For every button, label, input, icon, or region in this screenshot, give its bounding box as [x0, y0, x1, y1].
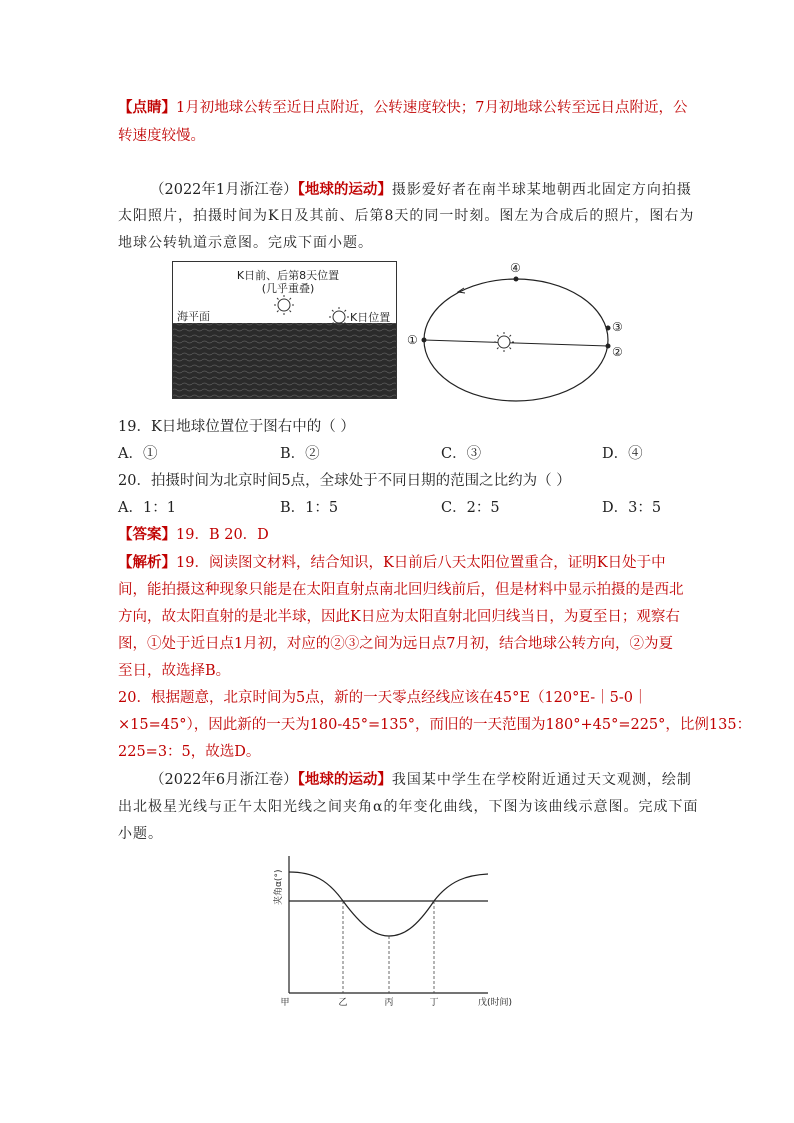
photo-label-top2: (几乎重叠): [261, 282, 315, 295]
analysis-line-5: 至日，故选择B。: [118, 663, 231, 679]
q20-option-a: A．1：1: [118, 500, 176, 516]
analysis-line-3: 方向，故太阳直射的是北半球，因此K日应为太阳直射北回归线当日，为夏至日；观察右: [118, 609, 680, 625]
graph-tick-wu: 戊(时间): [478, 998, 513, 1008]
note-line-2: 转速度较慢。: [118, 128, 205, 144]
q21-intro-line-1: （2022年6月浙江卷）【地球的运动】我国某中学生在学校附近通过天文观测，绘制: [150, 771, 692, 788]
orbit-marker-2: ②: [612, 345, 623, 359]
analysis-line-4: 图，①处于近日点1月初，对应的②③之间为远日点7月初，结合地球公转方向，②为夏: [118, 636, 673, 652]
orbit-diagram: [404, 258, 634, 404]
q19-stem: 19．K日地球位置位于图右中的（ ）: [118, 419, 355, 435]
graph-tick-ding: 丁: [429, 998, 439, 1008]
q21-intro-line-3: 小题。: [118, 826, 163, 842]
q19-option-d: D．④: [602, 446, 643, 462]
graph-ylabel: 夹角α(°): [274, 869, 284, 905]
orbit-marker-4: ④: [510, 261, 521, 275]
q20-option-b: B．1：5: [280, 500, 339, 516]
photo-label-k: K日位置: [350, 311, 391, 324]
q19-intro-line-3: 地球公转轨道示意图。完成下面小题。: [118, 235, 373, 251]
graph-tick-jia: 甲: [280, 998, 290, 1008]
q19-option-a: A．①: [118, 446, 158, 462]
q19-intro-line-2: 太阳照片，拍摄时间为K日及其前、后第8天的同一时刻。图左为合成后的照片，图右为: [118, 208, 695, 224]
analysis-line-1: 【解析】19．阅读图文材料，结合知识，K日前后八天太阳位置重合，证明K日处于中: [118, 554, 666, 571]
q19-option-b: B．②: [280, 446, 320, 462]
photo-label-sea: 海平面: [177, 310, 210, 323]
q20-option-d: D．3：5: [602, 500, 662, 516]
analysis-line-8: 225=3：5，故选D。: [118, 744, 261, 760]
q20-option-c: C．2：5: [441, 500, 500, 516]
q21-intro-line-2: 出北极星光线与正午太阳光线之间夹角α的年变化曲线，下图为该曲线示意图。完成下面: [118, 799, 699, 815]
graph-tick-yi: 乙: [338, 998, 348, 1008]
composite-photo: [172, 261, 397, 399]
graph-tick-bing: 丙: [384, 998, 394, 1008]
q19-option-c: C．③: [441, 446, 482, 462]
orbit-marker-1: ①: [407, 333, 418, 347]
angle-curve-graph: [268, 850, 530, 1012]
orbit-marker-3: ③: [612, 320, 623, 334]
q19-intro-line-1: （2022年1月浙江卷）【地球的运动】摄影爱好者在南半球某地朝西北固定方向拍摄: [150, 181, 692, 198]
note-line-1: 【点睛】1月初地球公转至近日点附近，公转速度较快；7月初地球公转至远日点附近，公: [118, 99, 688, 116]
analysis-line-6: 20．根据题意，北京时间为5点，新的一天零点经线应该在45°E（120°E-｜5-0｜: [118, 690, 648, 706]
q20-stem: 20．拍摄时间为北京时间5点，全球处于不同日期的范围之比约为（ ）: [118, 473, 571, 489]
analysis-line-7: ×15=45°），因此新的一天为180-45°=135°，而旧的一天范围为180°+45°=225°，比例135：: [118, 717, 752, 733]
photo-label-top1: K日前、后第8天位置: [236, 269, 340, 282]
answer-line: 【答案】19．B 20．D: [118, 526, 269, 543]
analysis-line-2: 间，能拍摄这种现象只能是在太阳直射点南北回归线前后，但是材料中显示拍摄的是西北: [118, 582, 684, 598]
